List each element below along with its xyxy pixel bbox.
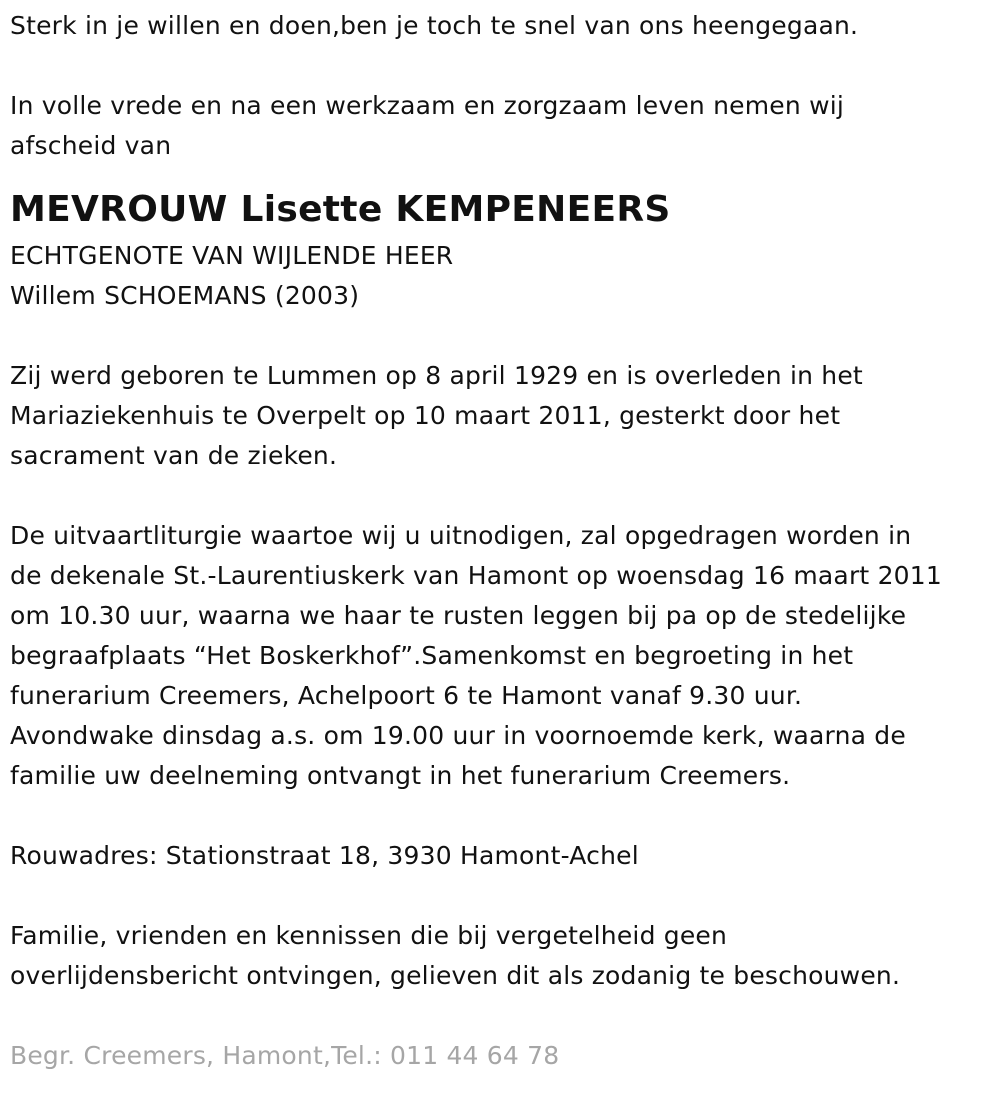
funeral-line: de dekenale St.-Laurentiuskerk van Hamont op woensdag 16 maart 2011 [10,561,943,590]
funeral-line: De uitvaartliturgie waartoe wij u uitnodigen, zal opgedragen worden in [10,521,912,550]
funeral-line: funerarium Creemers, Achelpoort 6 te Hamont vanaf 9.30 uur. [10,681,803,710]
funeral-line: om 10.30 uur, waarna we haar te rusten leggen bij pa op de stedelijke [10,601,907,630]
mourning-address: Rouwadres: Stationstraat 18, 3930 Hamont-Achel [10,841,639,870]
notice-line: overlijdensbericht ontvingen, gelieven dit als zodanig te beschouwen. [10,961,901,990]
funeral-line: Avondwake dinsdag a.s. om 19.00 uur in voornoemde kerk, waarna de [10,721,906,750]
funeral-line: familie uw deelneming ontvangt in het funerarium Creemers. [10,761,791,790]
funeral-home-footer: Begr. Creemers, Hamont,Tel.: 011 44 64 78 [10,1041,560,1070]
relation-line: Willem SCHOEMANS (2003) [10,281,360,310]
notice-line: Familie, vrienden en kennissen die bij vergetelheid geen [10,921,728,950]
deceased-name: MEVROUW Lisette KEMPENEERS [10,189,671,230]
relation-line: ECHTGENOTE VAN WIJLENDE HEER [10,241,454,270]
farewell-line: In volle vrede en na een werkzaam en zorgzaam leven nemen wij [10,91,845,120]
birth-death-line: Zij werd geboren te Lummen op 8 april 1929 en is overleden in het [10,361,863,390]
farewell-line: afscheid van [10,131,172,160]
funeral-line: begraafplaats “Het Boskerkhof”.Samenkomst en begroeting in het [10,641,854,670]
birth-death-line: Mariaziekenhuis te Overpelt op 10 maart 2011, gesterkt door het [10,401,841,430]
birth-death-line: sacrament van de zieken. [10,441,338,470]
intro-quote: Sterk in je willen en doen,ben je toch te snel van ons heengegaan. [10,11,859,40]
